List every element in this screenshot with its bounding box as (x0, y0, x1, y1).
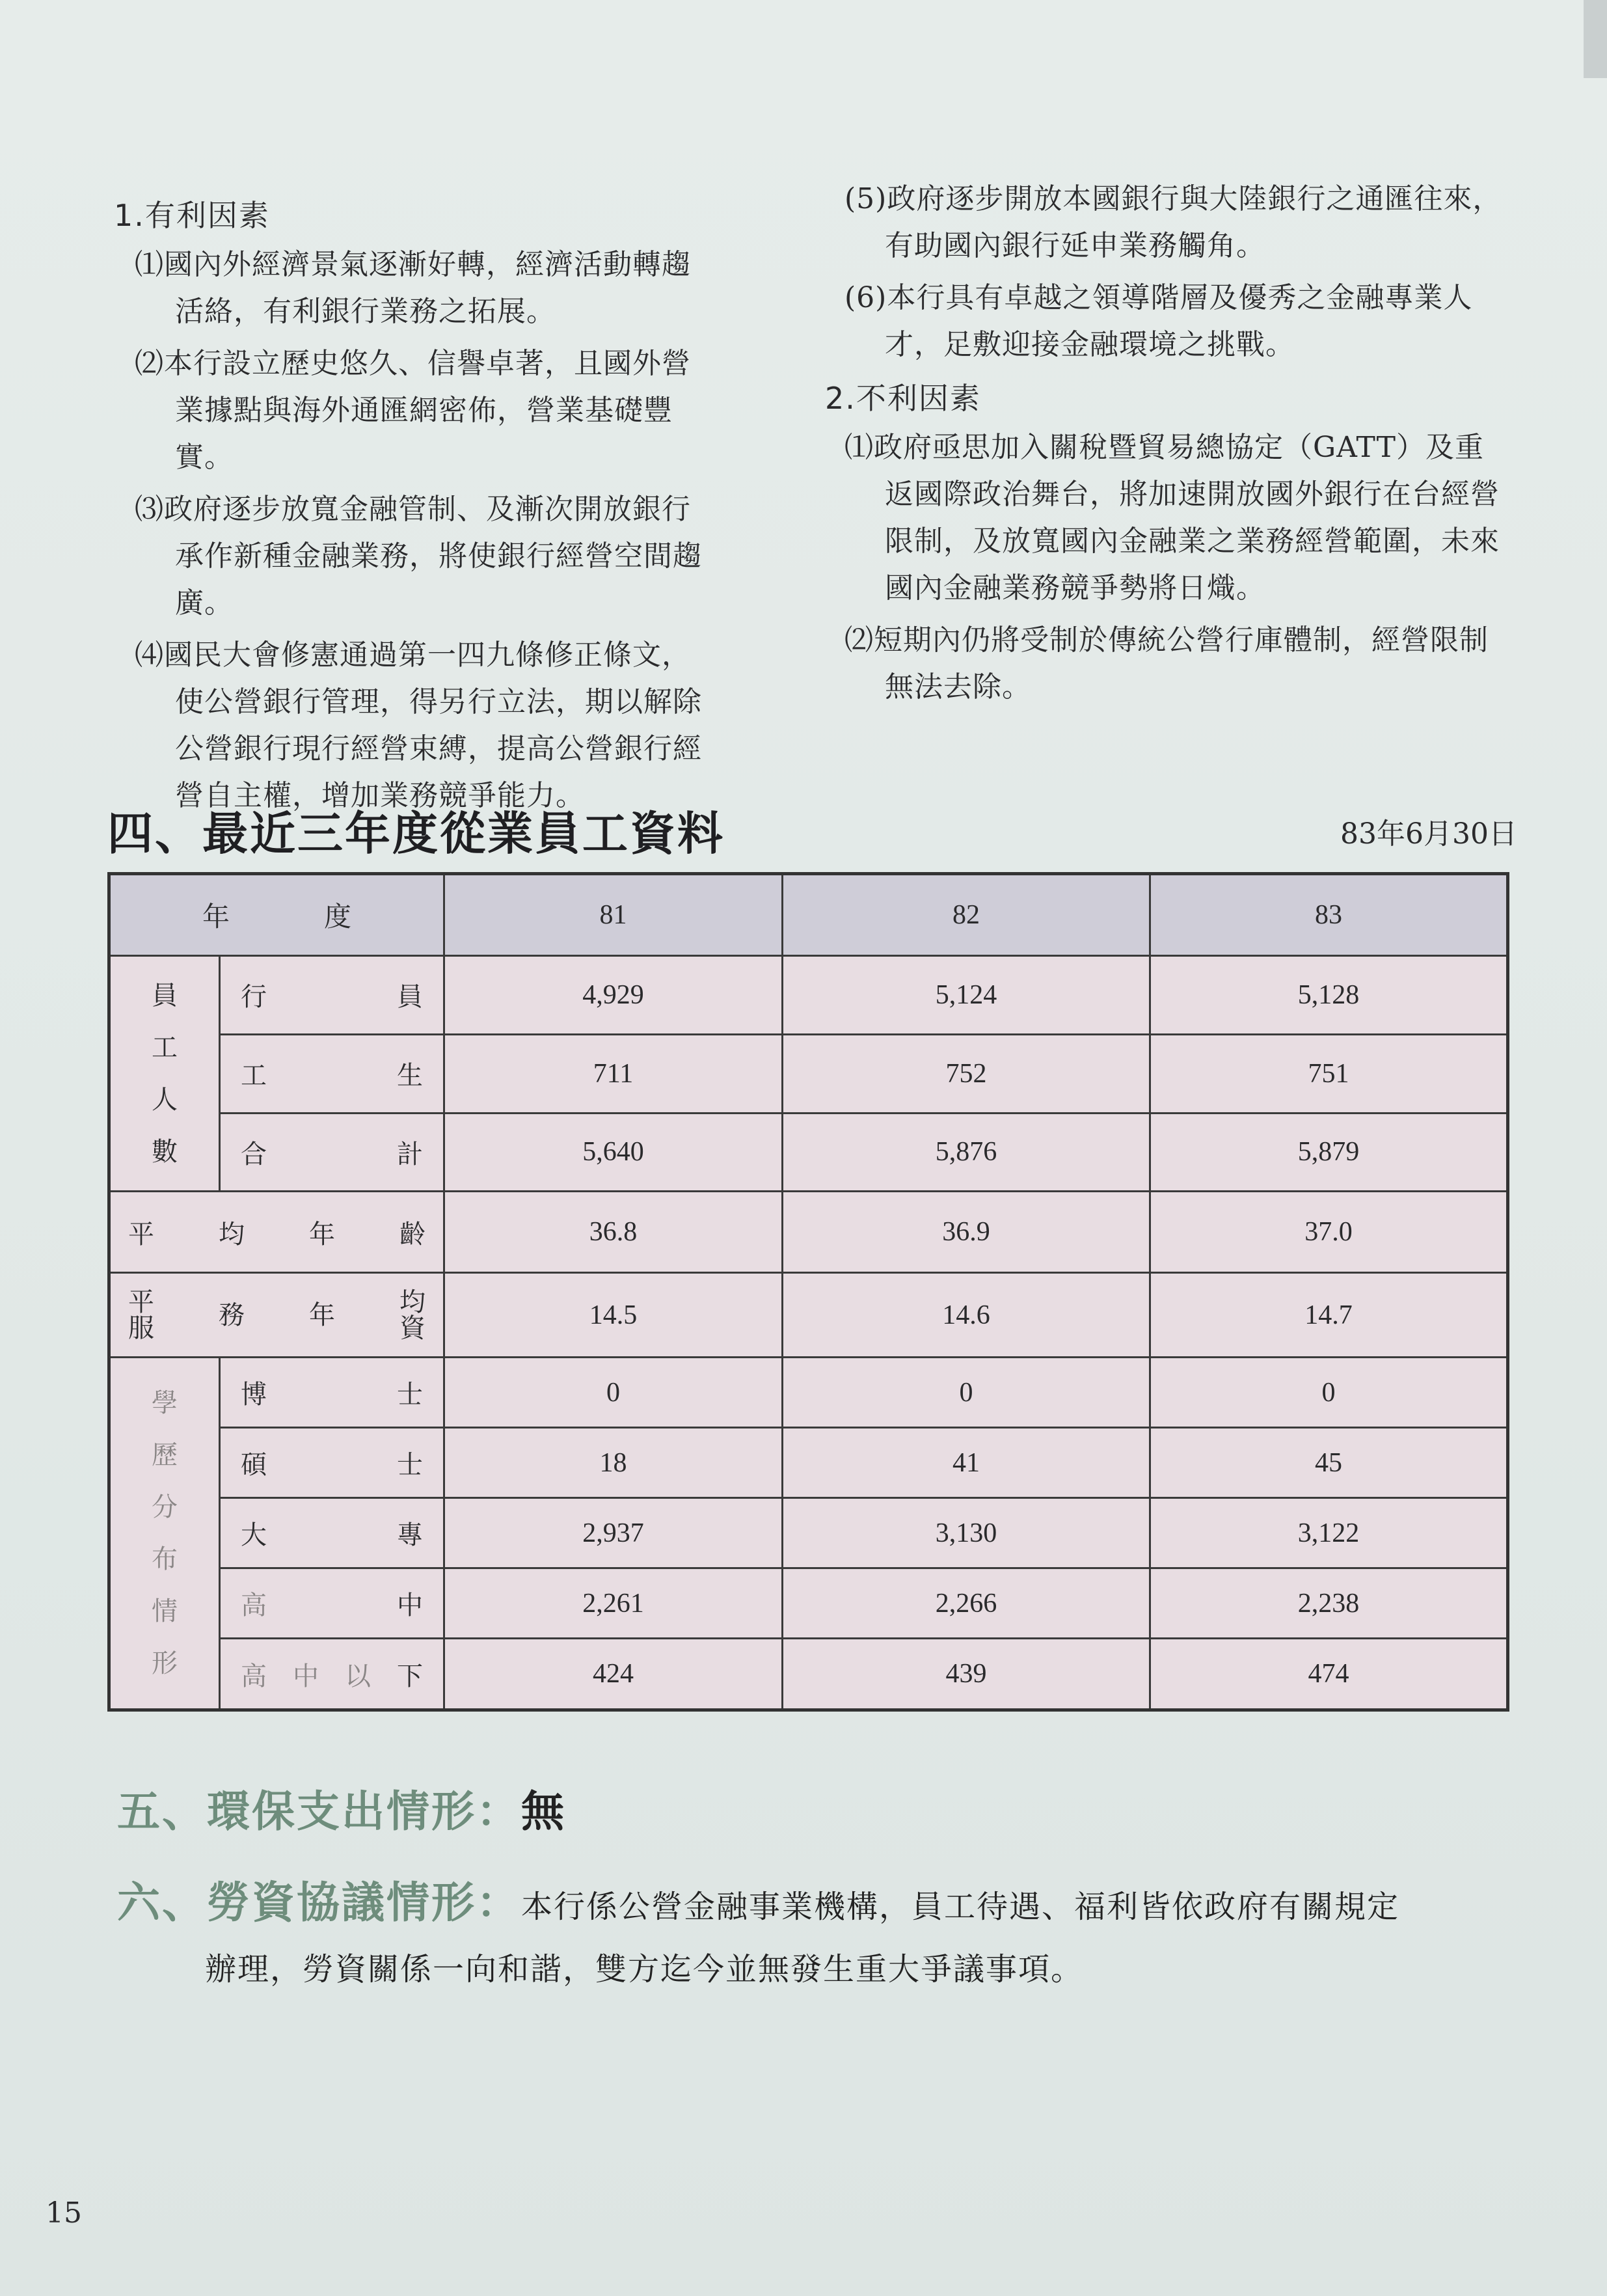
cell: 41 (783, 1428, 1150, 1498)
cell: 2,937 (444, 1498, 783, 1568)
table-row (109, 956, 1508, 1035)
cell: 5,879 (1150, 1113, 1508, 1192)
section6-body-line2: 辦理，勞資關係一向和諧，雙方迄今並無發生重大爭議事項。 (205, 1951, 1084, 1988)
favorable-item-4: ⑷國民大會修憲通過第一四九條修正條文，使公營銀行管理，得另行立法，期以解除公營銀行現行經營束縛，提高公營銀行經營自主權，增加業務競爭能力。 (135, 638, 702, 812)
favorable-item-1: ⑴國內外經濟景氣逐漸好轉，經濟活動轉趨活絡，有利銀行業務之拓展。 (135, 248, 691, 328)
cell: 4,929 (444, 956, 783, 1035)
cell: 2,238 (1150, 1568, 1508, 1639)
factors-right-column (825, 176, 1508, 716)
table-row (109, 1192, 1508, 1273)
favorable-factors (114, 192, 719, 825)
cell: 5,128 (1150, 956, 1508, 1035)
row-label-avg-service: 平 服 務 年 均 資 (109, 1273, 444, 1358)
favorable-heading: 1.有利因素 (114, 198, 270, 233)
page-edge (1584, 0, 1607, 78)
cell: 424 (444, 1639, 783, 1710)
cell: 14.5 (444, 1273, 783, 1358)
cell: 0 (444, 1358, 783, 1428)
section4-title: 四、最近三年度從業員工資料 (107, 807, 725, 860)
unfavorable-item-2: ⑵短期內仍將受制於傳統公營行庫體制，經營限制無法去除。 (844, 623, 1489, 704)
year-82: 82 (783, 874, 1150, 956)
unfavorable-heading: 2.不利因素 (825, 381, 981, 416)
cell: 5,876 (783, 1113, 1150, 1192)
staff-count-group: 員 工 人 數 (109, 956, 220, 1192)
year-header (109, 874, 444, 956)
year-83: 83 (1150, 874, 1508, 956)
table-row (109, 1358, 1508, 1428)
cell: 36.8 (444, 1192, 783, 1273)
cell: 3,130 (783, 1498, 1150, 1568)
cell: 14.6 (783, 1273, 1150, 1358)
cell: 0 (1150, 1358, 1508, 1428)
row-label-clerks: 行 員 (220, 956, 444, 1035)
section6-body-line1: 本行係公營金融事業機構，員工待遇、福利皆依政府有關規定 (521, 1889, 1400, 1925)
favorable-item-3: ⑶政府逐步放寬金融管制、及漸次開放銀行承作新種金融業務，將使銀行經營空間趨廣。 (135, 493, 702, 620)
favorable-item-2: ⑵本行設立歷史悠久、信譽卓著，且國外營業據點與海外通匯網密佈，營業基礎豐實。 (135, 347, 691, 474)
cell: 2,266 (783, 1568, 1150, 1639)
staff-table (107, 872, 1509, 1712)
cell: 752 (783, 1034, 1150, 1113)
unfavorable-item-1: ⑴政府亟思加入關稅暨貿易總協定（GATT）及重返國際政治舞台，將加速開放國外銀行在台經營限制，及放寬國內金融業之業務經營範圍，未來國內金融業務競爭勢將日熾。 (844, 431, 1500, 605)
section5 (117, 1777, 566, 1838)
row-label-below-high-school: 高 中 以 下 (220, 1639, 444, 1710)
cell: 3,122 (1150, 1498, 1508, 1568)
cell: 0 (783, 1358, 1150, 1428)
table-header-row (109, 874, 1508, 956)
table-row (109, 1498, 1508, 1568)
section5-value: 無 (521, 1786, 566, 1837)
table-row (109, 1034, 1508, 1113)
table-row (109, 1639, 1508, 1710)
row-label-college: 大 專 (220, 1498, 444, 1568)
table-row (109, 1568, 1508, 1639)
cell: 5,124 (783, 956, 1150, 1035)
table-row (109, 1273, 1508, 1358)
row-label-phd: 博 士 (220, 1358, 444, 1428)
row-label-high-school: 高 中 (220, 1568, 444, 1639)
cell: 37.0 (1150, 1192, 1508, 1273)
cell: 2,261 (444, 1568, 783, 1639)
section6-heading: 六、勞資協議情形： (117, 1878, 521, 1928)
cell: 711 (444, 1034, 783, 1113)
favorable-item-5: (5)政府逐步開放本國銀行與大陸銀行之通匯往來，有助國內銀行延申業務觸角。 (844, 182, 1502, 262)
row-label-avg-age: 平 均 年 齡 (109, 1192, 444, 1273)
cell: 5,640 (444, 1113, 783, 1192)
year-header-char-2: 度 (323, 901, 351, 933)
cell: 18 (444, 1428, 783, 1498)
row-label-total: 合 計 (220, 1113, 444, 1192)
year-81: 81 (444, 874, 783, 956)
cell: 36.9 (783, 1192, 1150, 1273)
section5-heading: 五、環保支出情形： (117, 1786, 521, 1837)
education-group: 學 歷 分 布 情 形 (109, 1358, 220, 1710)
cell: 439 (783, 1639, 1150, 1710)
row-label-workers: 工 生 (220, 1034, 444, 1113)
row-label-masters: 碩 士 (220, 1428, 444, 1498)
cell: 45 (1150, 1428, 1508, 1498)
table-row (109, 1428, 1508, 1498)
cell: 751 (1150, 1034, 1508, 1113)
table-row (109, 1113, 1508, 1192)
favorable-item-6: (6)本行具有卓越之領導階層及優秀之金融專業人才，足敷迎接金融環境之挑戰。 (844, 281, 1473, 361)
year-header-char-1: 年 (202, 901, 230, 933)
page-number: 15 (46, 2196, 82, 2230)
cell: 474 (1150, 1639, 1508, 1710)
data-date: 83年6月30日 (1340, 817, 1517, 851)
section6 (117, 1868, 1516, 1989)
cell: 14.7 (1150, 1273, 1508, 1358)
